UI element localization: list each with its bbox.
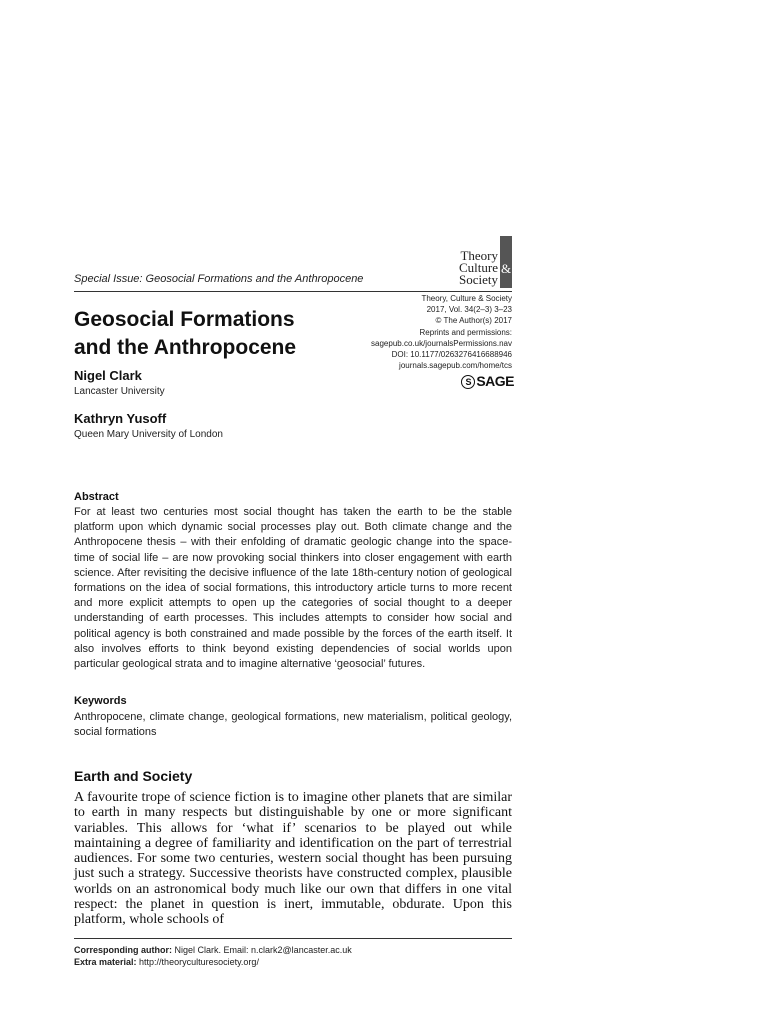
publisher-logo	[458, 373, 514, 389]
corresponding-author-line	[74, 944, 512, 956]
logo-line-culture: Culture	[459, 260, 498, 275]
meta-reprints-url[interactable]: sagepub.co.uk/journalsPermissions.nav	[371, 338, 512, 348]
logo-line-theory: Theory	[460, 248, 498, 263]
journal-logo	[420, 236, 512, 288]
meta-copyright: © The Author(s) 2017	[435, 316, 512, 326]
abstract-heading: Abstract	[74, 491, 119, 503]
footer-divider	[74, 938, 512, 939]
section-body: A favourite trope of science fiction is to imagine other planets that are similar to earth in many respects but distinguishable by one or more significant variables. This allows for ‘what if’ scenarios to be played out while maintaining a degree of familiarity and identification on the part of terrestrial audiences. For some two centuries, western social thought has been pursuing just such a strategy. Successive theorists have constructed complex, plausible worlds on an astronomical body much like our own that differs in one vital respect: the planet in question is inert, immutable, obdurate. Upon this platform, whole schools of	[74, 790, 512, 928]
meta-reprints: Reprints and permissions:	[419, 327, 512, 337]
article-meta	[355, 293, 512, 371]
author-affiliation: Queen Mary University of London	[74, 429, 223, 440]
meta-volume: 2017, Vol. 34(2–3) 3–23	[426, 305, 512, 315]
meta-journal-url[interactable]: journals.sagepub.com/home/tcs	[399, 361, 512, 371]
keywords-heading: Keywords	[74, 695, 127, 707]
extra-value[interactable]: http://theoryculturesociety.org/	[139, 957, 259, 967]
logo-ampersand: &	[500, 261, 512, 276]
meta-doi[interactable]: DOI: 10.1177/0263276416688946	[391, 350, 512, 360]
extra-material-line	[74, 956, 512, 968]
special-issue-label: Special Issue: Geosocial Formations and the Anthropocene	[74, 273, 364, 285]
author-name: Kathryn Yusoff	[74, 411, 167, 426]
author-name: Nigel Clark	[74, 368, 142, 383]
extra-label: Extra material:	[74, 957, 137, 967]
title-line-1: Geosocial Formations	[74, 308, 295, 331]
section-heading: Earth and Society	[74, 768, 193, 784]
header-divider	[74, 291, 512, 292]
logo-line-society: Society	[459, 272, 498, 287]
journal-logo-text	[459, 250, 498, 286]
corresponding-value[interactable]: Nigel Clark. Email: n.clark2@lancaster.ac.uk	[174, 945, 352, 955]
abstract-text: For at least two centuries most social thought has taken the earth to be the stable platform upon which dynamic social processes play out. Both climate change and the Anthropocene thesis – with their enfolding of dramatic geologic change into the space-time of social life – are now provoking social thinkers into closer engagement with earth science. After revisiting the decisive influence of the late 18th-century notion of geological formations on the idea of social formations, this introductory article turns to more recent and more explicit attempts to open up the categories of social thought to a deeper understanding of earth processes. This includes attempts to consider how social and political agency is both constrained and made possible by the forces of the earth itself. It also involves efforts to think beyond existing dependencies of social worlds upon particular geological strata and to imagine alternative ‘geosocial’ futures.	[74, 506, 512, 671]
corresponding-label: Corresponding author:	[74, 945, 172, 955]
publisher-name: SAGE	[476, 373, 514, 389]
author-affiliation: Lancaster University	[74, 386, 165, 397]
article-title	[74, 306, 344, 362]
sage-icon: S	[461, 375, 475, 389]
title-line-2: and the Anthropocene	[74, 336, 297, 359]
meta-journal: Theory, Culture & Society	[421, 294, 512, 303]
footnote	[74, 944, 512, 968]
keywords-text: Anthropocene, climate change, geological formations, new materialism, political geology, social formations	[74, 711, 512, 739]
